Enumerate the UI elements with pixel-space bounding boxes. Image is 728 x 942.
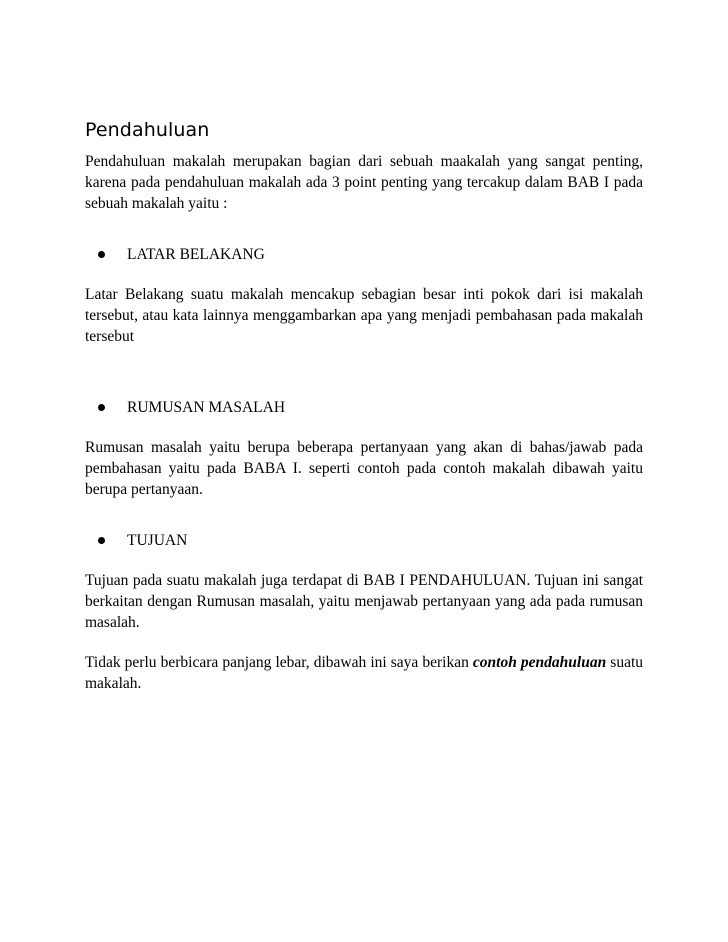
- closing-text-before: Tidak perlu berbicara panjang lebar, dibawah ini saya berikan: [85, 654, 473, 671]
- emphasis-link-text: contoh pendahuluan: [472, 654, 607, 671]
- bullet-list: [85, 397, 643, 418]
- intro-paragraph: Pendahuluan makalah merupakan bagian dari sebuah maakalah yang sangat penting, karena pada pendahuluan makalah ada 3 point penting yang tercakup dalam BAB I pada sebuah makalah yaitu :: [85, 153, 643, 212]
- tujuan-paragraph: Tujuan pada suatu makalah juga terdapat di BAB I PENDAHULUAN. Tujuan ini sangat berkaitan dengan Rumusan masalah, yaitu menjawab pertanyaan yang ada pada rumusan masalah.: [85, 572, 643, 631]
- section-heading-tujuan: TUJUAN: [127, 532, 188, 549]
- bullet-icon: [98, 404, 105, 411]
- bullet-icon: [98, 251, 105, 258]
- list-item: [85, 244, 643, 265]
- rumusan-masalah-paragraph: Rumusan masalah yaitu berupa beberapa pertanyaan yang akan di bahas/jawab pada pembahasan yaitu pada BABA I. seperti contoh pada contoh makalah dibawah yaitu berupa pertanyaan.: [85, 439, 643, 498]
- closing-text-after: suatu makalah.: [85, 654, 644, 692]
- closing-paragraph: [85, 652, 643, 694]
- page-title: Pendahuluan: [85, 119, 210, 141]
- section-heading-latar-belakang: LATAR BELAKANG: [127, 246, 265, 263]
- document-body: [85, 117, 643, 694]
- bullet-list: [85, 244, 643, 265]
- section-heading-rumusan-masalah: RUMUSAN MASALAH: [127, 399, 286, 416]
- bullet-list: [85, 530, 643, 551]
- latar-belakang-paragraph: Latar Belakang suatu makalah mencakup sebagian besar inti pokok dari isi makalah tersebut, atau kata lainnya menggambarkan apa yang menjadi pembahasan pada makalah tersebut: [85, 286, 643, 345]
- bullet-icon: [98, 537, 105, 544]
- list-item: [85, 530, 643, 551]
- list-item: [85, 397, 643, 418]
